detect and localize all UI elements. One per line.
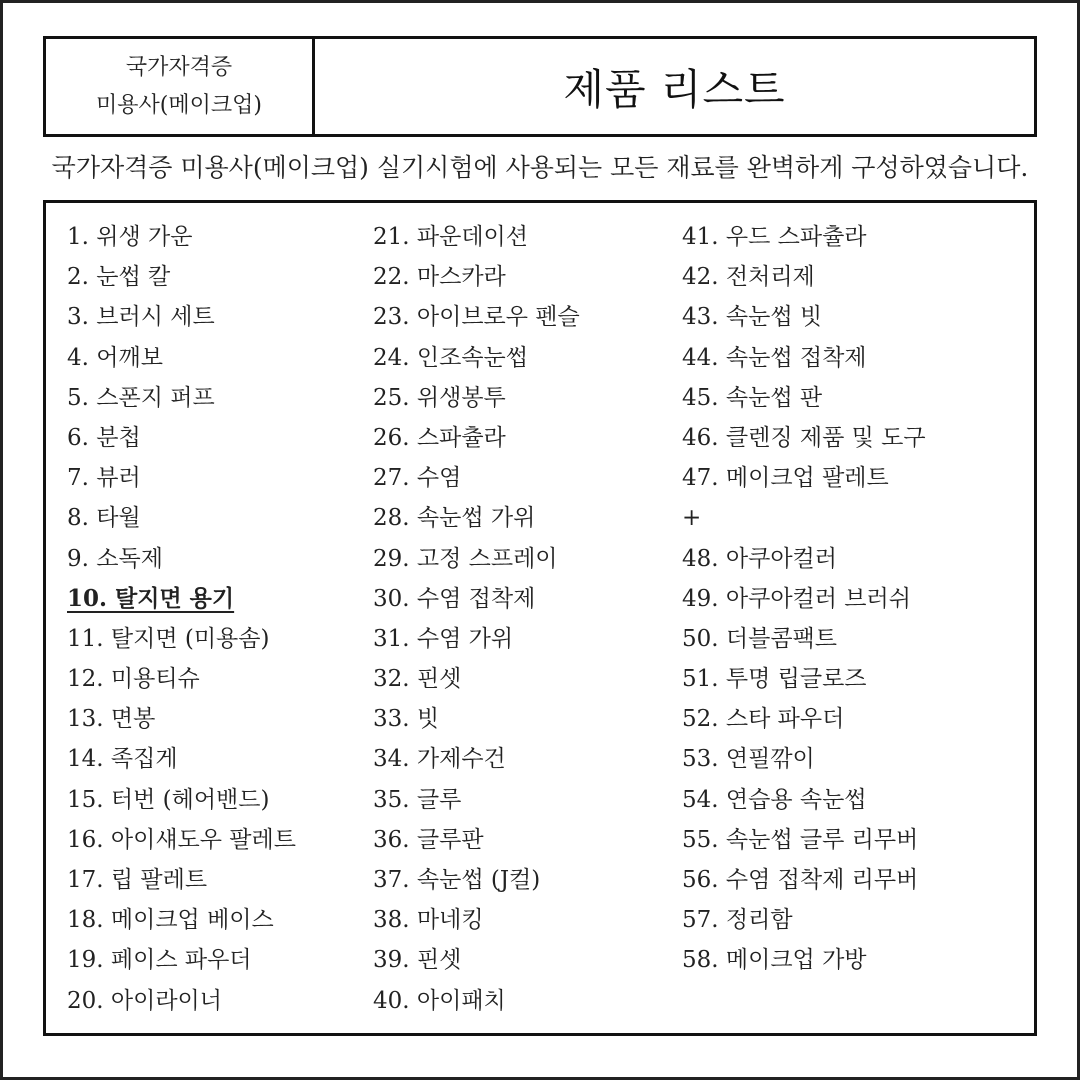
badge-line-1: 국가자격증 xyxy=(125,54,233,80)
list-item: 19. 페이스 파우더 xyxy=(67,947,252,974)
certification-badge xyxy=(46,39,315,134)
product-column-1 xyxy=(67,217,296,1021)
list-item: 23. 아이브로우 펜슬 xyxy=(373,304,580,331)
list-item: 41. 우드 스파츌라 xyxy=(682,224,867,250)
list-item: 40. 아이패치 xyxy=(373,987,506,1014)
list-separator: + xyxy=(682,505,702,532)
list-item: 20. 아이라이너 xyxy=(67,987,222,1014)
list-item: 16. 아이섀도우 팔레트 xyxy=(67,826,296,853)
list-item: 7. 뷰러 xyxy=(67,465,141,492)
list-item: 54. 연습용 속눈썹 xyxy=(682,786,867,813)
list-item: 5. 스폰지 퍼프 xyxy=(67,384,215,411)
list-item: 42. 전처리제 xyxy=(682,264,815,291)
header-table xyxy=(43,36,1037,137)
list-item: 51. 투명 립글로즈 xyxy=(682,666,867,693)
list-item: 27. 수염 xyxy=(373,465,462,492)
list-item: 10. 탈지면 용기 xyxy=(67,584,235,612)
list-item: 49. 아쿠아컬러 브러쉬 xyxy=(682,585,911,612)
list-item: 39. 핀셋 xyxy=(373,947,462,974)
list-item: 45. 속눈썹 판 xyxy=(682,384,823,411)
list-item: 8. 타월 xyxy=(67,505,141,532)
list-item: 43. 속눈썹 빗 xyxy=(682,304,823,331)
list-item: 31. 수염 가위 xyxy=(373,625,514,652)
list-item: 6. 분첩 xyxy=(67,424,141,451)
list-item: 44. 속눈썹 접착제 xyxy=(682,344,867,371)
list-item: 4. 어깨보 xyxy=(67,344,163,371)
list-item: 58. 메이크업 가방 xyxy=(682,947,867,974)
list-item: 12. 미용티슈 xyxy=(67,666,200,693)
list-item: 57. 정리함 xyxy=(682,907,793,934)
list-item: 34. 가제수건 xyxy=(373,746,506,773)
list-item: 18. 메이크업 베이스 xyxy=(67,907,274,934)
list-item: 25. 위생봉투 xyxy=(373,384,506,411)
list-item: 22. 마스카라 xyxy=(373,264,506,291)
list-item: 38. 마네킹 xyxy=(373,907,484,934)
list-item: 50. 더블콤팩트 xyxy=(682,625,837,652)
product-column-2 xyxy=(373,217,580,1021)
list-item: 3. 브러시 세트 xyxy=(67,304,215,331)
list-item: 37. 속눈썹 (J컬) xyxy=(373,867,541,893)
list-item: 35. 글루 xyxy=(373,786,462,813)
list-item: 26. 스파츌라 xyxy=(373,424,506,451)
page-subtitle: 국가자격증 미용사(메이크업) 실기시험에 사용되는 모든 재료를 완벽하게 구성하였습니다. xyxy=(51,153,1029,182)
list-item: 53. 연필깎이 xyxy=(682,746,815,773)
list-item: 29. 고정 스프레이 xyxy=(373,545,558,572)
list-item: 1. 위생 가운 xyxy=(67,224,193,250)
list-item: 9. 소독제 xyxy=(67,545,163,572)
page-title: 제품 리스트 xyxy=(563,64,786,114)
list-item: 15. 터번 (헤어밴드) xyxy=(67,786,270,813)
list-item: 21. 파운데이션 xyxy=(373,224,528,250)
list-item: 28. 속눈썹 가위 xyxy=(373,505,536,532)
list-item: 13. 면봉 xyxy=(67,706,156,733)
list-item: 17. 립 팔레트 xyxy=(67,867,208,893)
list-item: 14. 족집게 xyxy=(67,746,178,773)
list-item: 33. 빗 xyxy=(373,706,440,733)
list-item: 46. 클렌징 제품 및 도구 xyxy=(682,424,926,451)
list-item: 36. 글루판 xyxy=(373,826,484,853)
list-item: 2. 눈썹 칼 xyxy=(67,264,171,291)
list-item: 48. 아쿠아컬러 xyxy=(682,545,837,572)
product-list xyxy=(43,200,1037,1036)
badge-line-2: 미용사(메이크업) xyxy=(96,92,262,118)
list-item: 32. 핀셋 xyxy=(373,666,462,693)
list-item: 30. 수염 접착제 xyxy=(373,585,536,612)
list-item: 52. 스타 파우더 xyxy=(682,706,845,733)
list-item: 55. 속눈썹 글루 리무버 xyxy=(682,826,919,853)
product-column-3 xyxy=(682,217,926,981)
list-item: 11. 탈지면 (미용솜) xyxy=(67,625,270,652)
list-item: 47. 메이크업 팔레트 xyxy=(682,465,889,492)
list-item: 24. 인조속눈썹 xyxy=(373,344,528,371)
list-item: 56. 수염 접착제 리무버 xyxy=(682,867,919,893)
